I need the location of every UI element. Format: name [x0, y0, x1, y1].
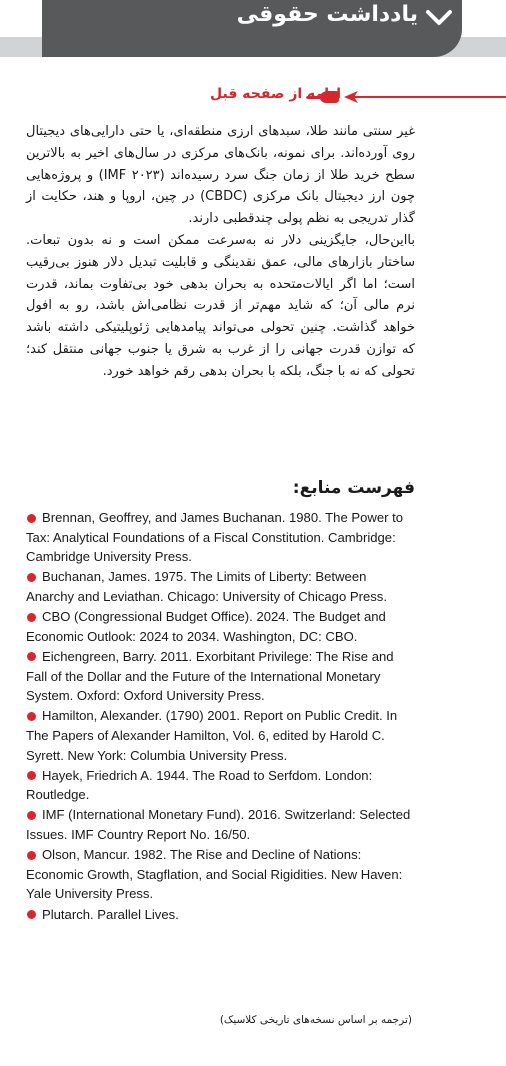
- reference-text: Brennan, Geoffrey, and James Buchanan. 1980. The Power to Tax: Analytical Foundations of a Fiscal Constitution. Cambridge: Cambridge University Press.: [26, 510, 404, 565]
- reference-text: Buchanan, James. 1975. The Limits of Liberty: Between Anarchy and Leviathan. Chicago: University of Chicago Press.: [26, 569, 387, 604]
- reference-item: [26, 766, 416, 805]
- references-list: [26, 508, 416, 925]
- reference-text: Olson, Mancur. 1982. The Rise and Decline of Nations: Economic Growth, Stagflation, and Social Rigidities. New Haven: Yale University Press.: [26, 847, 403, 902]
- reference-text: CBO (Congressional Budget Office). 2024. The Budget and Economic Outlook: 2024 to 2034. Washington, DC: CBO.: [26, 609, 386, 644]
- continue-label: ادامه از صفحه قبل: [210, 86, 341, 102]
- reference-item: [26, 508, 416, 567]
- reference-text: IMF (International Monetary Fund). 2016. Switzerland: Selected Issues. IMF Country Report No. 16/50.: [26, 807, 411, 843]
- reference-text: Hamilton, Alexander. (1790) 2001. Report on Public Credit. In The Papers of Alexander Hamilton, Vol. 6, edited by Harold C. Syrett. New York: Columbia University Press.: [26, 708, 398, 763]
- bullet-icon: [27, 811, 36, 820]
- reference-item: [26, 805, 416, 844]
- reference-item: [26, 845, 416, 904]
- translation-note: (ترجمه بر اساس نسخه‌های تاریخی کلاسیک): [219, 1014, 412, 1026]
- paragraph: بااین‌حال، جایگزینی دلار نه به‌سرعت ممکن است و نه بدون تبعات. ساختار بازارهای مالی، عمق نقدینگی و قابلیت تبدیل دلار هنوز بی‌رقیب است؛ اما اگر ایالات‌متحده به بحران بدهی خود بی‌تفاوت بماند، قدرت نرم مالی آن؛ که شاید مهم‌تر از قدرت نظامی‌اش باشد، رو به افول خواهد گذاشت. چنین تحولی می‌تواند پیامدهایی ژئوپلیتیکی داشته باشد که توازن قدرت جهانی را از غرب به شرق یا جنوب جهانی منتقل کند؛ تحولی که نه با جنگ، بلکه با بحران بدهی رقم خواهد خورد.: [26, 232, 415, 379]
- bullet-icon: [27, 910, 36, 919]
- bullet-icon: [27, 613, 36, 622]
- bullet-icon: [27, 771, 36, 780]
- references-title: فهرست منابع:: [292, 478, 415, 498]
- bullet-icon: [27, 573, 36, 582]
- bullet-icon: [27, 652, 36, 661]
- chevron-down-icon: [424, 8, 454, 28]
- reference-text: Eichengreen, Barry. 2011. Exorbitant Privilege: The Rise and Fall of the Dollar and the Future of the International Monetary System. Oxford: Oxford University Press.: [26, 648, 394, 704]
- reference-item: [26, 567, 416, 606]
- article-body: [26, 121, 415, 383]
- bullet-icon: [27, 712, 36, 721]
- page-header: [0, 0, 506, 57]
- bullet-icon: [27, 851, 36, 860]
- continue-line: [350, 96, 506, 98]
- reference-text: Hayek, Friedrich A. 1944. The Road to Serfdom. London: Routledge.: [26, 767, 373, 803]
- continued-from-previous: [0, 88, 506, 106]
- reference-item: [26, 647, 416, 706]
- reference-text: Plutarch. Parallel Lives.: [42, 906, 179, 922]
- paragraph: غیر سنتی مانند طلا، سبدهای ارزی منطقه‌ای، یا حتی دارایی‌های دیجیتال روی آورده‌اند. برای نمونه، بانک‌های مرکزی در سال‌های اخیر به بالاترین سطح خرید طلا از زمان جنگ سرد رسیده‌اند (IMF ۲۰۲۳) و پروژه‌هایی چون ارز دیجیتال بانک مرکزی (CBDC) در چین، اروپا و هند، حکایت از گذار تدریجی به نظم پولی چندقطبی دارند.: [26, 124, 416, 227]
- section-title: یادداشت حقوقی: [236, 2, 418, 27]
- reference-item: [26, 706, 416, 765]
- bullet-icon: [27, 514, 36, 523]
- reference-item: [26, 905, 416, 925]
- reference-item: [26, 607, 416, 646]
